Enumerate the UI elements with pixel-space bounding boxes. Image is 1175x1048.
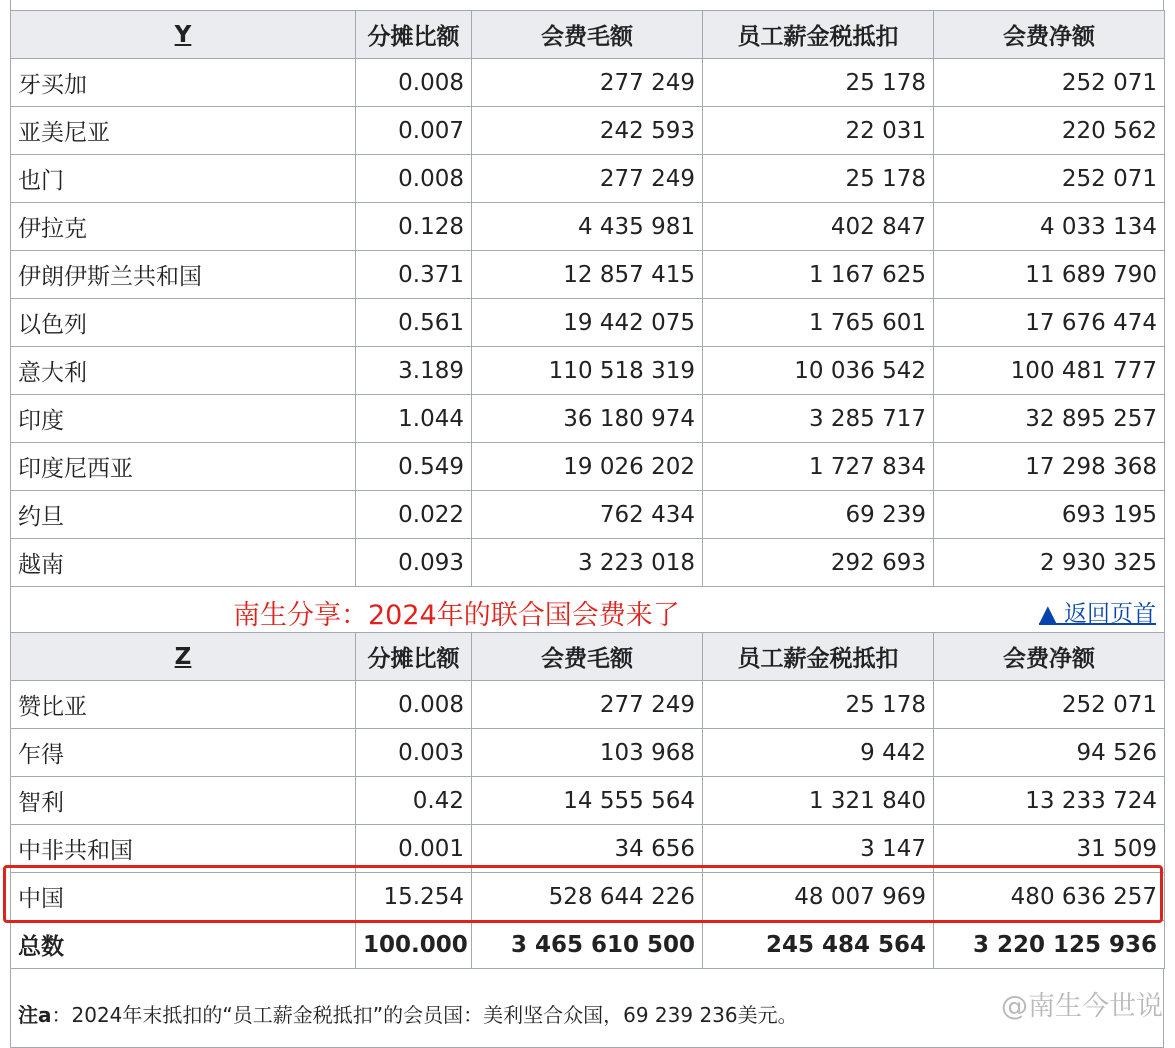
total-body bbox=[11, 921, 1165, 969]
member-state-name: 印度尼西亚 bbox=[11, 443, 356, 491]
staff-assessment-value: 25 178 bbox=[703, 59, 934, 107]
net-value: 94 526 bbox=[934, 729, 1165, 777]
header-gross: 会费毛额 bbox=[472, 11, 703, 59]
member-state-name: 赞比亚 bbox=[11, 681, 356, 729]
scale-value: 0.371 bbox=[356, 251, 472, 299]
scale-value: 15.254 bbox=[356, 873, 472, 921]
table-row bbox=[11, 347, 1165, 395]
gross-value: 3 223 018 bbox=[472, 539, 703, 587]
staff-assessment-value: 69 239 bbox=[703, 491, 934, 539]
gross-value: 528 644 226 bbox=[472, 873, 703, 921]
dues-table-container bbox=[10, 10, 1164, 1048]
table-row bbox=[11, 873, 1165, 921]
staff-assessment-value: 1 765 601 bbox=[703, 299, 934, 347]
staff-assessment-value: 25 178 bbox=[703, 155, 934, 203]
staff-assessment-value: 25 178 bbox=[703, 681, 934, 729]
table-row bbox=[11, 825, 1165, 873]
gross-value: 762 434 bbox=[472, 491, 703, 539]
net-value: 2 930 325 bbox=[934, 539, 1165, 587]
total-scale: 100.000 bbox=[356, 921, 472, 969]
table-row bbox=[11, 203, 1165, 251]
net-value: 4 033 134 bbox=[934, 203, 1165, 251]
scale-value: 0.022 bbox=[356, 491, 472, 539]
banner-text: 南生分享：2024年的联合国会费来了 bbox=[233, 600, 680, 631]
header-scale: 分摊比额 bbox=[356, 633, 472, 681]
staff-assessment-value: 48 007 969 bbox=[703, 873, 934, 921]
table-row bbox=[11, 299, 1165, 347]
section-y-header-row bbox=[11, 11, 1165, 59]
footnote bbox=[18, 999, 798, 1028]
member-state-name: 牙买加 bbox=[11, 59, 356, 107]
note-box bbox=[10, 969, 1164, 1048]
staff-assessment-value: 1 727 834 bbox=[703, 443, 934, 491]
total-label: 总数 bbox=[11, 921, 356, 969]
dues-table bbox=[10, 10, 1165, 969]
staff-assessment-value: 1 167 625 bbox=[703, 251, 934, 299]
staff-assessment-value: 3 285 717 bbox=[703, 395, 934, 443]
gross-value: 14 555 564 bbox=[472, 777, 703, 825]
header-gross: 会费毛额 bbox=[472, 633, 703, 681]
member-state-name: 越南 bbox=[11, 539, 356, 587]
gross-value: 12 857 415 bbox=[472, 251, 703, 299]
member-state-name: 印度 bbox=[11, 395, 356, 443]
section-y-body bbox=[11, 11, 1165, 587]
table-row bbox=[11, 777, 1165, 825]
net-value: 17 298 368 bbox=[934, 443, 1165, 491]
member-state-name: 中国 bbox=[11, 873, 356, 921]
member-state-name: 以色列 bbox=[11, 299, 356, 347]
table-row bbox=[11, 539, 1165, 587]
net-value: 31 509 bbox=[934, 825, 1165, 873]
staff-assessment-value: 22 031 bbox=[703, 107, 934, 155]
separator-body bbox=[11, 587, 1165, 633]
member-state-name: 中非共和国 bbox=[11, 825, 356, 873]
table-row bbox=[11, 443, 1165, 491]
staff-assessment-value: 3 147 bbox=[703, 825, 934, 873]
header-staff-assessment: 员工薪金税抵扣 bbox=[703, 633, 934, 681]
scale-value: 0.008 bbox=[356, 681, 472, 729]
net-value: 252 071 bbox=[934, 155, 1165, 203]
gross-value: 103 968 bbox=[472, 729, 703, 777]
gross-value: 277 249 bbox=[472, 59, 703, 107]
gross-value: 19 442 075 bbox=[472, 299, 703, 347]
net-value: 11 689 790 bbox=[934, 251, 1165, 299]
scale-value: 0.007 bbox=[356, 107, 472, 155]
net-value: 100 481 777 bbox=[934, 347, 1165, 395]
gross-value: 242 593 bbox=[472, 107, 703, 155]
net-value: 13 233 724 bbox=[934, 777, 1165, 825]
table-row bbox=[11, 681, 1165, 729]
member-state-name: 意大利 bbox=[11, 347, 356, 395]
net-value: 252 071 bbox=[934, 681, 1165, 729]
scale-value: 0.008 bbox=[356, 155, 472, 203]
table-row bbox=[11, 491, 1165, 539]
gross-value: 34 656 bbox=[472, 825, 703, 873]
scale-value: 3.189 bbox=[356, 347, 472, 395]
gross-value: 277 249 bbox=[472, 681, 703, 729]
table-row bbox=[11, 107, 1165, 155]
net-value: 220 562 bbox=[934, 107, 1165, 155]
total-row bbox=[11, 921, 1165, 969]
member-state-name: 也门 bbox=[11, 155, 356, 203]
staff-assessment-value: 402 847 bbox=[703, 203, 934, 251]
total-gross: 3 465 610 500 bbox=[472, 921, 703, 969]
header-net: 会费净额 bbox=[934, 11, 1165, 59]
total-net: 3 220 125 936 bbox=[934, 921, 1165, 969]
scale-value: 0.561 bbox=[356, 299, 472, 347]
gross-value: 4 435 981 bbox=[472, 203, 703, 251]
staff-assessment-value: 9 442 bbox=[703, 729, 934, 777]
member-state-name: 乍得 bbox=[11, 729, 356, 777]
net-value: 32 895 257 bbox=[934, 395, 1165, 443]
member-state-name: 约旦 bbox=[11, 491, 356, 539]
scale-value: 0.001 bbox=[356, 825, 472, 873]
gross-value: 36 180 974 bbox=[472, 395, 703, 443]
scale-value: 0.093 bbox=[356, 539, 472, 587]
net-value: 252 071 bbox=[934, 59, 1165, 107]
footnote-text: ：2024年末抵扣的“员工薪金税抵扣”的会员国：美利坚合众国，69 239 236美元。 bbox=[51, 1003, 798, 1027]
table-top-edge bbox=[10, 0, 1164, 10]
member-state-name: 伊拉克 bbox=[11, 203, 356, 251]
net-value: 480 636 257 bbox=[934, 873, 1165, 921]
scale-value: 1.044 bbox=[356, 395, 472, 443]
staff-assessment-value: 292 693 bbox=[703, 539, 934, 587]
table-row bbox=[11, 251, 1165, 299]
gross-value: 19 026 202 bbox=[472, 443, 703, 491]
gross-value: 110 518 319 bbox=[472, 347, 703, 395]
table-row bbox=[11, 395, 1165, 443]
total-staff-assessment: 245 484 564 bbox=[703, 921, 934, 969]
staff-assessment-value: 1 321 840 bbox=[703, 777, 934, 825]
scale-value: 0.003 bbox=[356, 729, 472, 777]
section-z-body bbox=[11, 633, 1165, 921]
table-row bbox=[11, 155, 1165, 203]
header-scale: 分摊比额 bbox=[356, 11, 472, 59]
net-value: 693 195 bbox=[934, 491, 1165, 539]
section-letter-z[interactable]: Z bbox=[11, 633, 356, 681]
member-state-name: 智利 bbox=[11, 777, 356, 825]
separator-row bbox=[11, 587, 1165, 633]
watermark: @南生今世说 bbox=[1001, 991, 1163, 1022]
scale-value: 0.008 bbox=[356, 59, 472, 107]
staff-assessment-value: 10 036 542 bbox=[703, 347, 934, 395]
member-state-name: 亚美尼亚 bbox=[11, 107, 356, 155]
footnote-prefix: 注a bbox=[18, 1003, 52, 1027]
header-net: 会费净额 bbox=[934, 633, 1165, 681]
table-row bbox=[11, 59, 1165, 107]
scale-value: 0.42 bbox=[356, 777, 472, 825]
section-z-header-row bbox=[11, 633, 1165, 681]
member-state-name: 伊朗伊斯兰共和国 bbox=[11, 251, 356, 299]
table-row bbox=[11, 729, 1165, 777]
section-letter-y[interactable]: Y bbox=[11, 11, 356, 59]
header-staff-assessment: 员工薪金税抵扣 bbox=[703, 11, 934, 59]
scale-value: 0.128 bbox=[356, 203, 472, 251]
back-to-top-link[interactable]: ▲ 返回页首 bbox=[1039, 601, 1156, 627]
net-value: 17 676 474 bbox=[934, 299, 1165, 347]
scale-value: 0.549 bbox=[356, 443, 472, 491]
gross-value: 277 249 bbox=[472, 155, 703, 203]
